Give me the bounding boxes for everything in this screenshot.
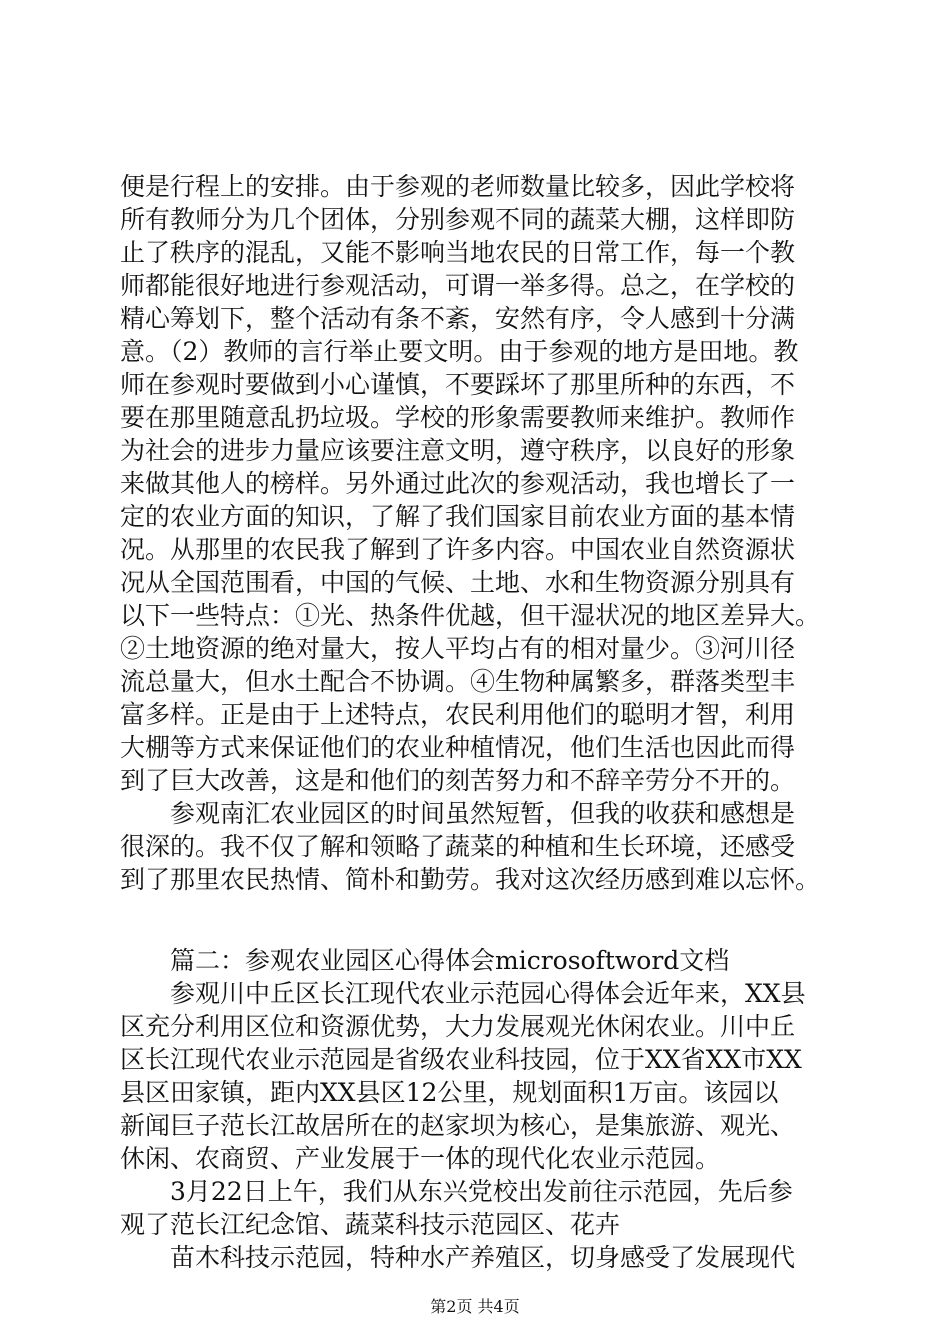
text-line: 到了巨大改善，这是和他们的刻苦努力和不辞辛劳分不开的。	[120, 766, 796, 795]
text-line: 师都能很好地进行参观活动，可谓一举多得。总之，在学校的	[120, 271, 796, 300]
text-line: 区充分利用区位和资源优势，大力发展观光休闲农业。川中丘	[120, 1012, 796, 1041]
text-line: 以下一些特点：①光、热条件优越，但干湿状况的地区差异大。	[120, 601, 821, 630]
text-line: 新闻巨子范长江故居所在的赵家坝为核心，是集旅游、观光、	[120, 1111, 796, 1140]
section-heading: 篇二：参观农业园区心得体会microsoftword文档	[120, 946, 730, 975]
text-line: 为社会的进步力量应该要注意文明，遵守秩序，以良好的形象	[120, 436, 796, 465]
text-line: 到了那里农民热情、简朴和勤劳。我对这次经历感到难以忘怀。	[120, 865, 821, 894]
text-line: 止了秩序的混乱，又能不影响当地农民的日常工作，每一个教	[120, 238, 796, 267]
text-line: 大棚等方式来保证他们的农业种植情况，他们生活也因此而得	[120, 733, 796, 762]
text-line: ②土地资源的绝对量大，按人平均占有的相对量少。③河川径	[120, 634, 796, 663]
paragraph-gap	[120, 896, 832, 944]
text-line: 很深的。我不仅了解和领略了蔬菜的种植和生长环境，还感受	[120, 832, 796, 861]
page-footer: 第2页 共4页	[430, 1297, 520, 1316]
text-line: 县区田家镇，距内XX县区12公里，规划面积1万亩。该园以	[120, 1078, 779, 1107]
text-line: 苗木科技示范园，特种水产养殖区，切身感受了发展现代	[120, 1243, 796, 1272]
text-line: 观了范长江纪念馆、蔬菜科技示范园区、花卉	[120, 1210, 621, 1239]
text-line: 师在参观时要做到小心谨慎，不要踩坏了那里所种的东西，不	[120, 370, 796, 399]
text-line: 况从全国范围看，中国的气候、土地、水和生物资源分别具有	[120, 568, 796, 597]
text-line: 流总量大，但水土配合不协调。④生物种属繁多，群落类型丰	[120, 667, 796, 696]
text-line: 定的农业方面的知识，了解了我们国家目前农业方面的基本情	[120, 502, 796, 531]
text-line: 富多样。正是由于上述特点，农民利用他们的聪明才智，利用	[120, 700, 796, 729]
text-line: 区长江现代农业示范园是省级农业科技园，位于XX省XX市XX	[120, 1045, 802, 1074]
text-line: 参观南汇农业园区的时间虽然短暂，但我的收获和感想是	[120, 799, 796, 828]
text-line: 要在那里随意乱扔垃圾。学校的形象需要教师来维护。教师作	[120, 403, 796, 432]
document-body	[120, 170, 832, 1274]
text-line: 精心筹划下，整个活动有条不紊，安然有序，令人感到十分满	[120, 304, 796, 333]
text-line: 3月22日上午，我们从东兴党校出发前往示范园，先后参	[120, 1177, 793, 1206]
text-line: 意。（2）教师的言行举止要文明。由于参观的地方是田地。教	[120, 337, 799, 366]
text-line: 所有教师分为几个团体，分别参观不同的蔬菜大棚，这样即防	[120, 205, 796, 234]
text-line: 便是行程上的安排。由于参观的老师数量比较多，因此学校将	[120, 172, 796, 201]
text-line: 来做其他人的榜样。另外通过此次的参观活动，我也增长了一	[120, 469, 796, 498]
text-line: 参观川中丘区长江现代农业示范园心得体会近年来，XX县	[120, 979, 806, 1008]
text-line: 况。从那里的农民我了解到了许多内容。中国农业自然资源状	[120, 535, 796, 564]
text-line: 休闲、农商贸、产业发展于一体的现代化农业示范园。	[120, 1144, 721, 1173]
